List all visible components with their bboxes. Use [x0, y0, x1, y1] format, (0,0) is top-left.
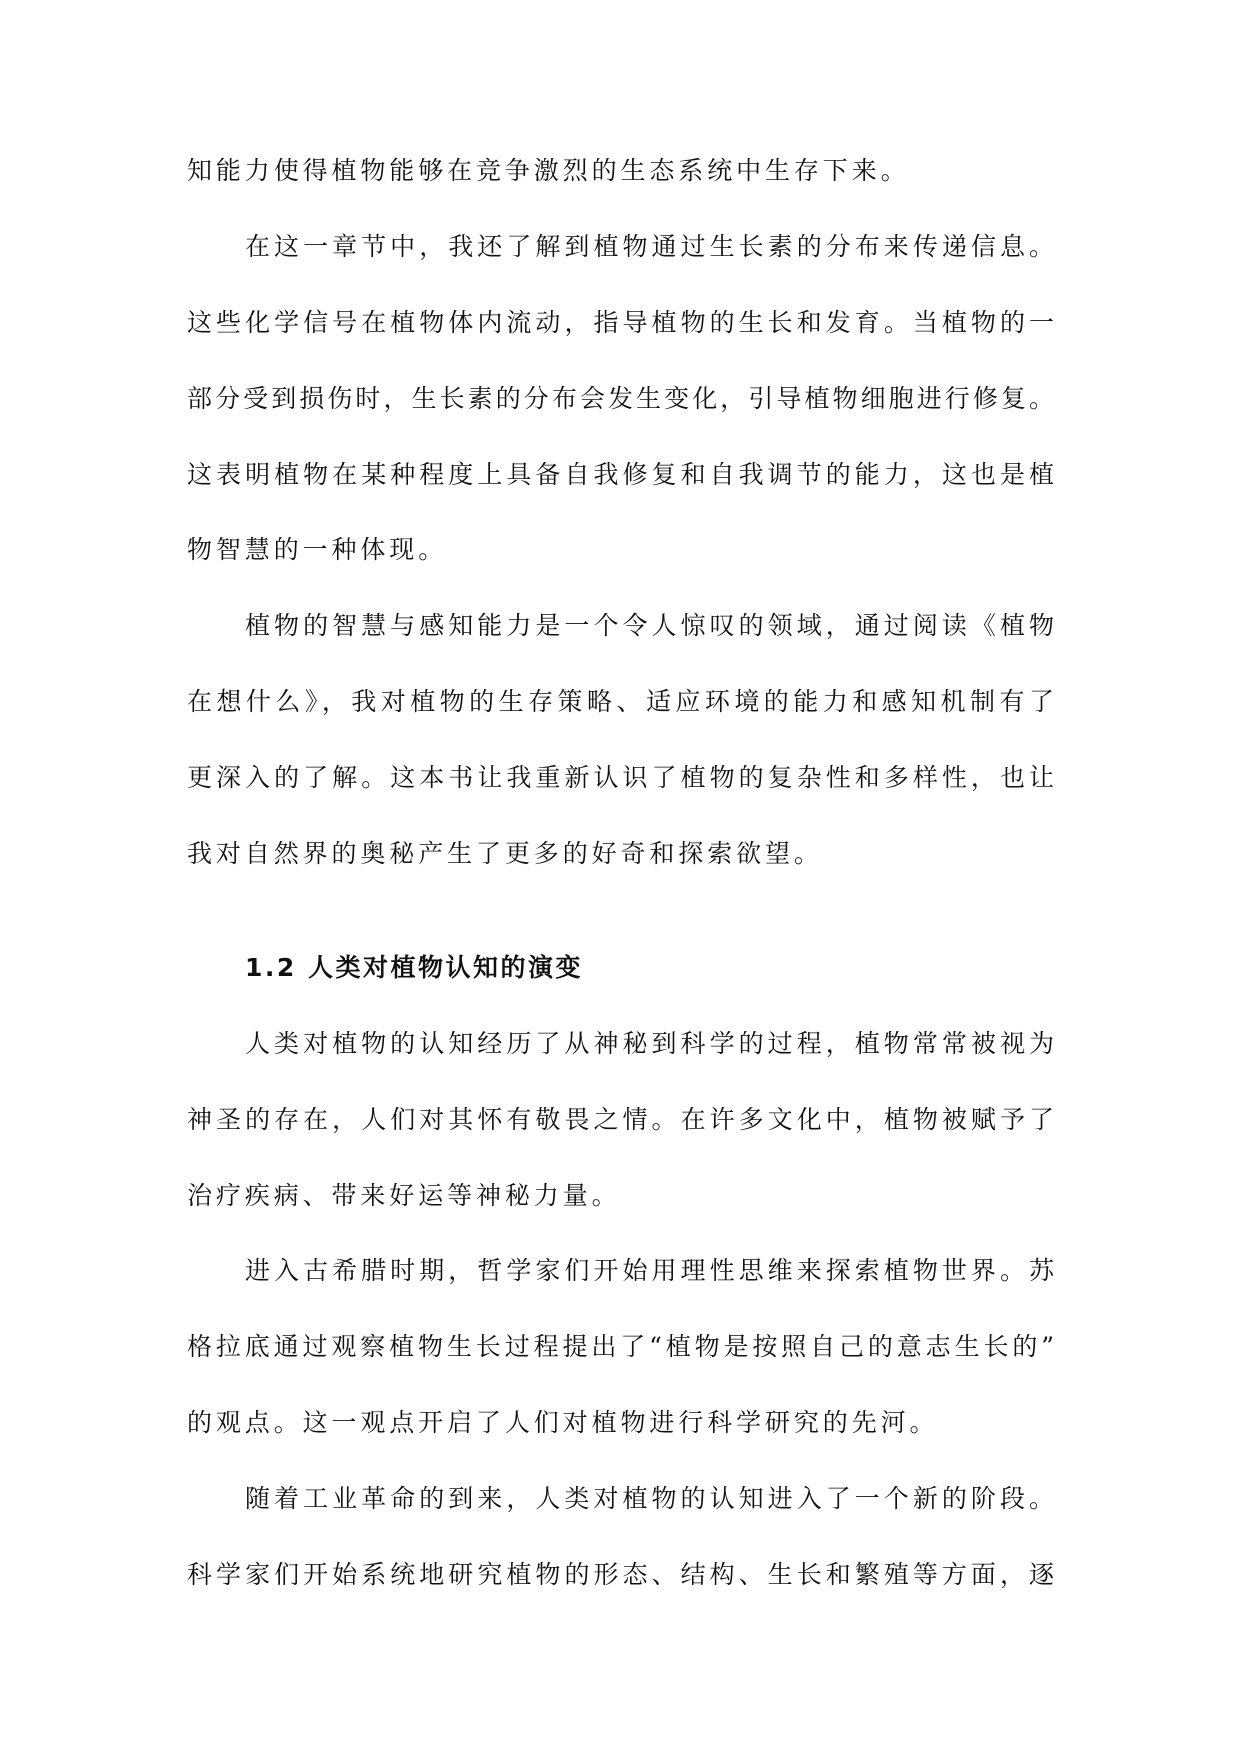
text-line: 的观点。这一观点开启了人们对植物进行科学研究的先河。: [187, 1408, 939, 1438]
text-line: 部分受到损伤时，生长素的分布会发生变化，引导植物细胞进行修复。: [187, 383, 1054, 413]
paragraph: [187, 1461, 1054, 1613]
text-line: 植物的智慧与感知能力是一个令人惊叹的领域，通过阅读《植物: [245, 611, 1054, 641]
paragraph: [187, 1233, 1054, 1461]
paragraph: [187, 588, 1054, 892]
document-body: [187, 133, 1054, 1613]
text-line: 科学家们开始系统地研究植物的形态、结构、生长和繁殖等方面，逐: [187, 1560, 1054, 1590]
text-line: 随着工业革命的到来，人类对植物的认知进入了一个新的阶段。: [245, 1484, 1054, 1514]
text-line: 我对自然界的奥秘产生了更多的好奇和探索欲望。: [187, 839, 823, 869]
text-line: 知能力使得植物能够在竞争激烈的生态系统中生存下来。: [187, 156, 910, 185]
text-line: 更深入的了解。这本书让我重新认识了植物的复杂性和多样性，也让: [187, 763, 1054, 793]
text-line: 这表明植物在某种程度上具备自我修复和自我调节的能力，这也是植: [187, 459, 1054, 489]
text-line: 物智慧的一种体现。: [187, 535, 448, 565]
text-line: 神圣的存在，人们对其怀有敬畏之情。在许多文化中，植物被赋予了: [187, 1104, 1054, 1134]
text-line: 格拉底通过观察植物生长过程提出了“植物是按照自己的意志生长的”: [187, 1332, 1054, 1362]
text-line: 治疗疾病、带来好运等神秘力量。: [187, 1180, 621, 1210]
section-heading: 1.2 人类对植物认知的演变: [245, 952, 583, 982]
text-line: 在这一章节中，我还了解到植物通过生长素的分布来传递信息。: [245, 231, 1054, 261]
paragraph: [187, 133, 1054, 209]
paragraph: [187, 1006, 1054, 1234]
text-line: 在想什么》，我对植物的生存策略、适应环境的能力和感知机制有了: [187, 687, 1054, 717]
text-line: 这些化学信号在植物体内流动，指导植物的生长和发育。当植物的一: [187, 307, 1054, 337]
text-line: 进入古希腊时期，哲学家们开始用理性思维来探索植物世界。苏: [245, 1256, 1054, 1286]
paragraph: [187, 209, 1054, 588]
text-line: 人类对植物的认知经历了从神秘到科学的过程，植物常常被视为: [245, 1028, 1054, 1058]
